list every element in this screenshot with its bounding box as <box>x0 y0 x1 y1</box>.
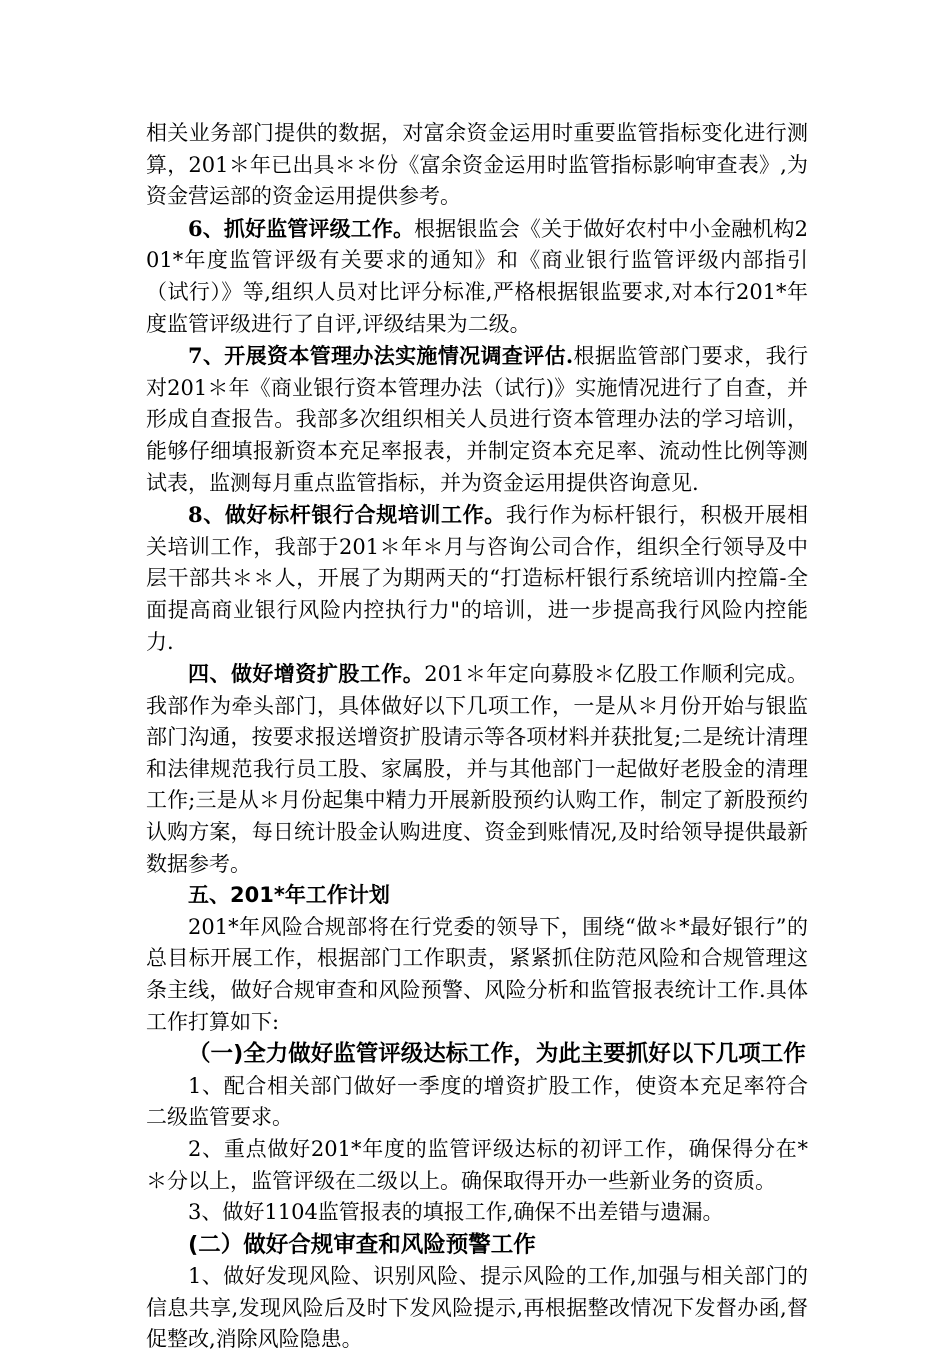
list-item: 2、重点做好201*年度的监管评级达标的初评工作，确保得分在*＊分以上，监管评级在二级以上。确保取得开办一些新业务的资质。 <box>146 1136 808 1193</box>
document-page <box>146 118 808 1356</box>
paragraph-body: 201＊年定向募股＊亿股工作顺利完成。我部作为牵头部门，具体做好以下几项工作，一是从＊月份开始与银监部门沟通，按要求报送增资扩股请示等各项材料并获批复;二是统计清理和法律规范我行员工股、家属股，并与其他部门一起做好老股金的清理工作;三是从＊月份起集中精力开展新股预约认购工作，制定了新股预约认购方案，每日统计股金认购进度、资金到账情况,及时给领导提供最新数据参考。 <box>146 662 808 876</box>
paragraph-lead: 7、开展资本管理办法实施情况调查评估. <box>188 343 574 369</box>
paragraph-lead: 四、做好增资扩股工作。 <box>188 661 425 687</box>
paragraph-rating-work <box>146 213 808 340</box>
plan-intro: 201*年风险合规部将在行党委的领导下，围绕“做＊*最好银行”的总目标开展工作，根据部门工作职责，紧紧抓住防范风险和合规管理这条主线，做好合规审查和风险预警、风险分析和监管报表统计工作.具体工作打算如下: <box>146 914 808 1034</box>
paragraph-body: 相关业务部门提供的数据，对富余资金运用时重要监管指标变化进行测算，201＊年已出具＊＊份《富余资金运用时监管指标影响审查表》,为资金营运部的资金运用提供参考。 <box>146 121 808 209</box>
sub-one-title: （一)全力做好监管评级达标工作，为此主要抓好以下几项工作 <box>188 1041 806 1068</box>
paragraph-body: 根据银监会《关于做好农村中小金融机构201*年度监管评级有关要求的通知》和《商业银行监管评级内部指引（试行）》等,组织人员对比评分标准,严格根据银监要求,对本行201*年度监管评级进行了自评,评级结果为二级。 <box>146 216 808 336</box>
section-five-title: 五、201*年工作计划 <box>188 883 390 908</box>
paragraph-body: 根据监管部门要求，我行对201＊年《商业银行资本管理办法（试行)》实施情况进行了自查，并形成自查报告。我部多次组织相关人员进行资本管理办法的学习培训，能够仔细填报新资本充足率报表，并制定资本充足率、流动性比例等测试表，监测每月重点监管指标，并为资金运用提供咨询意见. <box>146 344 809 495</box>
sub-two-title: (二）做好合规审查和风险预警工作 <box>188 1231 536 1258</box>
paragraph-benchmark-training <box>146 499 808 658</box>
paragraph-lead: 6、抓好监管评级工作。 <box>188 215 415 241</box>
list-item: 1、做好发现风险、识别风险、提示风险的工作,加强与相关部门的信息共享,发现风险后及时下发风险提示,再根据整改情况下发督办函,督促整改,消除风险隐患。 <box>146 1264 808 1352</box>
paragraph-data-sources <box>146 118 808 213</box>
list-item: 1、配合相关部门做好一季度的增资扩股工作，使资本充足率符合二级监管要求。 <box>146 1073 808 1130</box>
paragraph-body: 我行作为标杆银行，积极开展相关培训工作，我部于201＊年＊月与咨询公司合作，组织全行领导及中层干部共＊＊人，开展了为期两天的“打造标杆银行系统培训内控篇-全面提高商业银行风险内控执行力"的培训，进一步提高我行风险内控能力. <box>146 503 808 654</box>
paragraph-lead: 8、做好标杆银行合规培训工作。 <box>188 502 506 528</box>
list-item: 3、做好1104监管报表的填报工作,确保不出差错与遗漏。 <box>188 1200 724 1225</box>
paragraph-capital-management <box>146 340 808 499</box>
paragraph-capital-increase <box>146 658 808 880</box>
